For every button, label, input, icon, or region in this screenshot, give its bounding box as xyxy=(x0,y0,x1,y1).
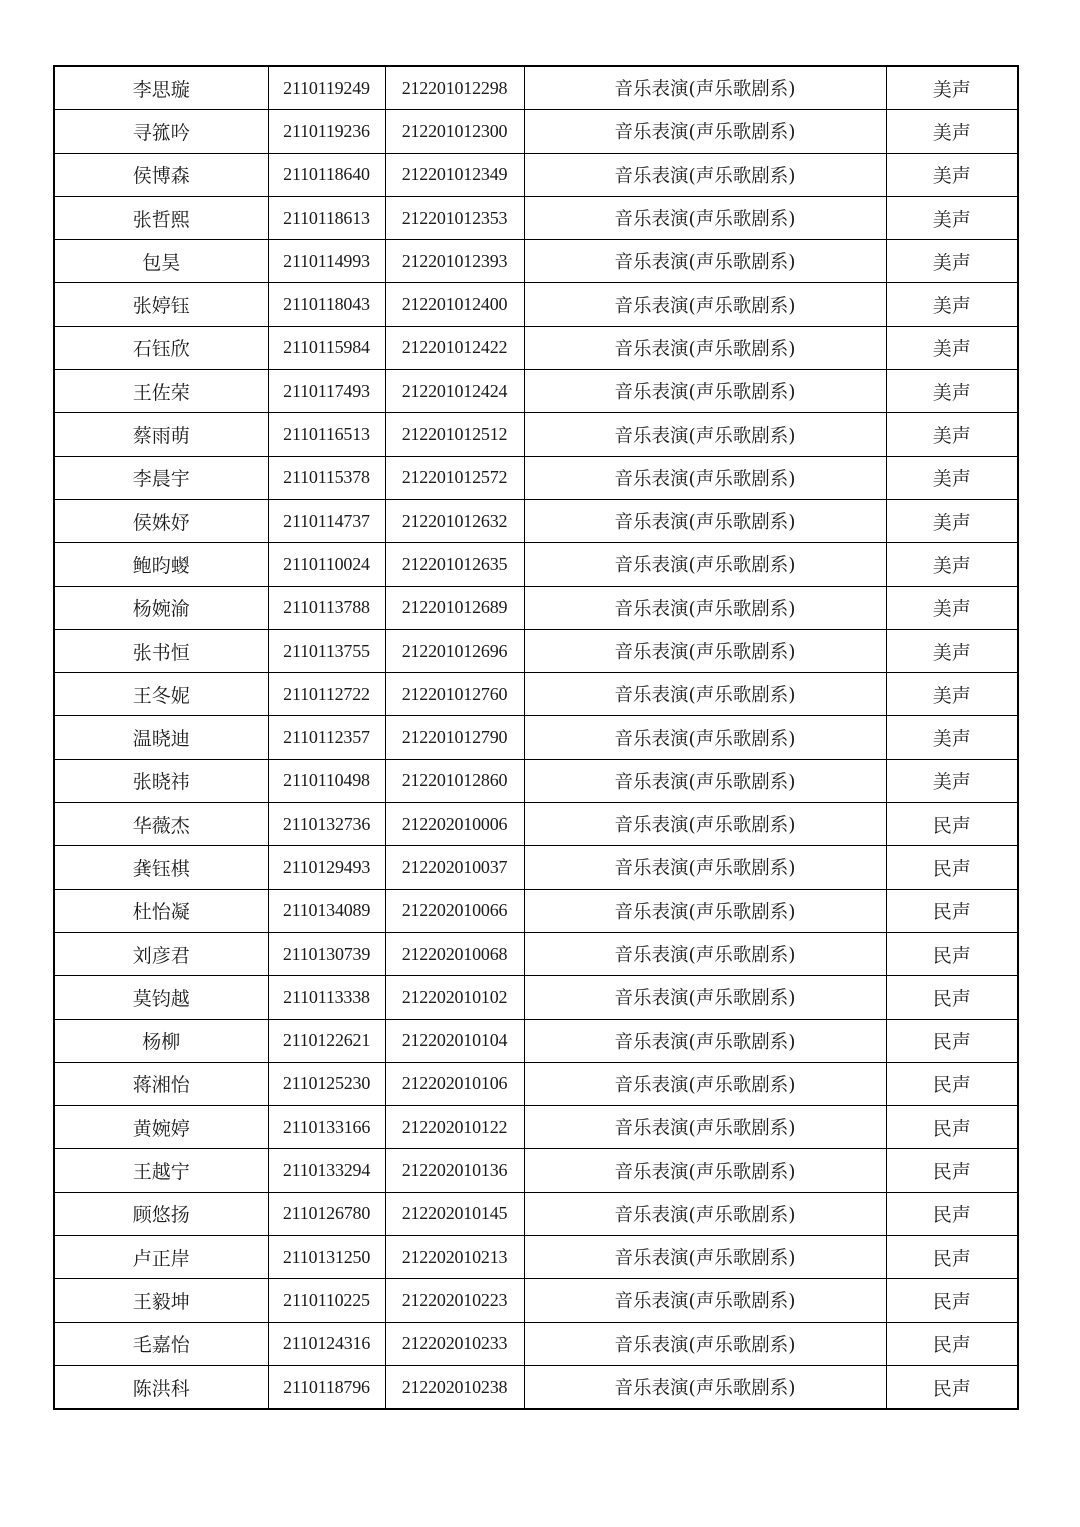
candidate-number-cell: 212202010068 xyxy=(385,932,524,975)
table-row xyxy=(54,1322,1018,1365)
candidate-number-cell: 212202010106 xyxy=(385,1062,524,1105)
exam-number-cell: 2110112722 xyxy=(268,673,385,716)
exam-number-cell: 2110115984 xyxy=(268,326,385,369)
student-name-cell: 包昊 xyxy=(54,240,268,283)
student-name-cell: 温晓迪 xyxy=(54,716,268,759)
major-cell: 音乐表演(声乐歌剧系) xyxy=(524,413,886,456)
table-row xyxy=(54,673,1018,716)
major-cell: 音乐表演(声乐歌剧系) xyxy=(524,283,886,326)
student-name-cell: 王毅坤 xyxy=(54,1279,268,1322)
major-cell: 音乐表演(声乐歌剧系) xyxy=(524,759,886,802)
track-cell: 民声 xyxy=(886,1019,1018,1062)
candidate-number-cell: 212201012696 xyxy=(385,629,524,672)
major-cell: 音乐表演(声乐歌剧系) xyxy=(524,543,886,586)
track-cell: 美声 xyxy=(886,586,1018,629)
student-name-cell: 龚钰棋 xyxy=(54,846,268,889)
student-name-cell: 卢正岸 xyxy=(54,1236,268,1279)
table-row xyxy=(54,153,1018,196)
track-cell: 民声 xyxy=(886,846,1018,889)
candidate-number-cell: 212202010037 xyxy=(385,846,524,889)
major-cell: 音乐表演(声乐歌剧系) xyxy=(524,1365,886,1409)
candidate-number-cell: 212201012860 xyxy=(385,759,524,802)
candidate-number-cell: 212201012689 xyxy=(385,586,524,629)
exam-number-cell: 2110119249 xyxy=(268,66,385,110)
exam-number-cell: 2110113338 xyxy=(268,976,385,1019)
student-name-cell: 黄婉婷 xyxy=(54,1106,268,1149)
student-name-cell: 李晨宇 xyxy=(54,456,268,499)
table-row xyxy=(54,1192,1018,1235)
track-cell: 美声 xyxy=(886,759,1018,802)
candidate-number-cell: 212201012353 xyxy=(385,196,524,239)
candidate-number-cell: 212202010104 xyxy=(385,1019,524,1062)
major-cell: 音乐表演(声乐歌剧系) xyxy=(524,370,886,413)
table-row xyxy=(54,889,1018,932)
candidate-number-cell: 212202010006 xyxy=(385,803,524,846)
candidate-number-cell: 212201012635 xyxy=(385,543,524,586)
student-name-cell: 侯博森 xyxy=(54,153,268,196)
exam-number-cell: 2110112357 xyxy=(268,716,385,759)
major-cell: 音乐表演(声乐歌剧系) xyxy=(524,932,886,975)
exam-number-cell: 2110118613 xyxy=(268,196,385,239)
exam-number-cell: 2110133166 xyxy=(268,1106,385,1149)
candidate-number-cell: 212202010122 xyxy=(385,1106,524,1149)
exam-number-cell: 2110132736 xyxy=(268,803,385,846)
track-cell: 民声 xyxy=(886,1322,1018,1365)
candidate-number-cell: 212201012349 xyxy=(385,153,524,196)
track-cell: 美声 xyxy=(886,413,1018,456)
student-name-cell: 石钰欣 xyxy=(54,326,268,369)
major-cell: 音乐表演(声乐歌剧系) xyxy=(524,240,886,283)
student-name-cell: 寻箛吟 xyxy=(54,110,268,153)
table-row xyxy=(54,976,1018,1019)
student-name-cell: 张书恒 xyxy=(54,629,268,672)
major-cell: 音乐表演(声乐歌剧系) xyxy=(524,803,886,846)
table-row xyxy=(54,1062,1018,1105)
candidate-number-cell: 212201012572 xyxy=(385,456,524,499)
student-name-cell: 莫钧越 xyxy=(54,976,268,1019)
table-row xyxy=(54,240,1018,283)
exam-number-cell: 2110115378 xyxy=(268,456,385,499)
table-row xyxy=(54,456,1018,499)
candidate-number-cell: 212201012393 xyxy=(385,240,524,283)
major-cell: 音乐表演(声乐歌剧系) xyxy=(524,456,886,499)
candidate-number-cell: 212202010136 xyxy=(385,1149,524,1192)
major-cell: 音乐表演(声乐歌剧系) xyxy=(524,1279,886,1322)
track-cell: 美声 xyxy=(886,283,1018,326)
table-row xyxy=(54,803,1018,846)
exam-number-cell: 2110130739 xyxy=(268,932,385,975)
exam-number-cell: 2110126780 xyxy=(268,1192,385,1235)
table-body xyxy=(54,66,1018,1409)
exam-number-cell: 2110118640 xyxy=(268,153,385,196)
major-cell: 音乐表演(声乐歌剧系) xyxy=(524,629,886,672)
student-name-cell: 鲍昀蝬 xyxy=(54,543,268,586)
student-name-cell: 蒋湘怡 xyxy=(54,1062,268,1105)
exam-number-cell: 2110124316 xyxy=(268,1322,385,1365)
table-row xyxy=(54,932,1018,975)
track-cell: 民声 xyxy=(886,1365,1018,1409)
student-name-cell: 王冬妮 xyxy=(54,673,268,716)
candidate-number-cell: 212202010102 xyxy=(385,976,524,1019)
track-cell: 民声 xyxy=(886,1236,1018,1279)
table-row xyxy=(54,196,1018,239)
major-cell: 音乐表演(声乐歌剧系) xyxy=(524,1149,886,1192)
major-cell: 音乐表演(声乐歌剧系) xyxy=(524,110,886,153)
candidate-number-cell: 212201012300 xyxy=(385,110,524,153)
candidate-number-cell: 212202010233 xyxy=(385,1322,524,1365)
exam-number-cell: 2110114737 xyxy=(268,499,385,542)
table-row xyxy=(54,1279,1018,1322)
exam-number-cell: 2110113788 xyxy=(268,586,385,629)
student-name-cell: 刘彦君 xyxy=(54,932,268,975)
exam-number-cell: 2110122621 xyxy=(268,1019,385,1062)
student-name-cell: 侯姝妤 xyxy=(54,499,268,542)
table-row xyxy=(54,759,1018,802)
track-cell: 民声 xyxy=(886,976,1018,1019)
table-row xyxy=(54,1019,1018,1062)
track-cell: 美声 xyxy=(886,110,1018,153)
track-cell: 美声 xyxy=(886,153,1018,196)
track-cell: 美声 xyxy=(886,673,1018,716)
track-cell: 民声 xyxy=(886,1106,1018,1149)
track-cell: 民声 xyxy=(886,1062,1018,1105)
exam-number-cell: 2110110498 xyxy=(268,759,385,802)
table-row xyxy=(54,846,1018,889)
major-cell: 音乐表演(声乐歌剧系) xyxy=(524,1322,886,1365)
table-row xyxy=(54,1149,1018,1192)
candidate-number-cell: 212201012790 xyxy=(385,716,524,759)
table-row xyxy=(54,1365,1018,1409)
major-cell: 音乐表演(声乐歌剧系) xyxy=(524,1192,886,1235)
track-cell: 民声 xyxy=(886,803,1018,846)
candidate-number-cell: 212202010213 xyxy=(385,1236,524,1279)
exam-number-cell: 2110118043 xyxy=(268,283,385,326)
candidate-number-cell: 212201012632 xyxy=(385,499,524,542)
candidate-number-cell: 212201012424 xyxy=(385,370,524,413)
track-cell: 美声 xyxy=(886,629,1018,672)
table-row xyxy=(54,1106,1018,1149)
exam-number-cell: 2110131250 xyxy=(268,1236,385,1279)
exam-number-cell: 2110117493 xyxy=(268,370,385,413)
major-cell: 音乐表演(声乐歌剧系) xyxy=(524,66,886,110)
exam-number-cell: 2110134089 xyxy=(268,889,385,932)
exam-number-cell: 2110118796 xyxy=(268,1365,385,1409)
major-cell: 音乐表演(声乐歌剧系) xyxy=(524,889,886,932)
major-cell: 音乐表演(声乐歌剧系) xyxy=(524,673,886,716)
major-cell: 音乐表演(声乐歌剧系) xyxy=(524,1019,886,1062)
student-name-cell: 顾悠扬 xyxy=(54,1192,268,1235)
student-name-cell: 杜怡凝 xyxy=(54,889,268,932)
track-cell: 美声 xyxy=(886,240,1018,283)
student-name-cell: 李思璇 xyxy=(54,66,268,110)
student-name-cell: 王越宁 xyxy=(54,1149,268,1192)
exam-number-cell: 2110114993 xyxy=(268,240,385,283)
table-row xyxy=(54,1236,1018,1279)
exam-number-cell: 2110119236 xyxy=(268,110,385,153)
student-name-cell: 杨柳 xyxy=(54,1019,268,1062)
major-cell: 音乐表演(声乐歌剧系) xyxy=(524,586,886,629)
exam-number-cell: 2110125230 xyxy=(268,1062,385,1105)
student-name-cell: 王佐荣 xyxy=(54,370,268,413)
table-row xyxy=(54,370,1018,413)
major-cell: 音乐表演(声乐歌剧系) xyxy=(524,1062,886,1105)
student-name-cell: 毛嘉怡 xyxy=(54,1322,268,1365)
candidate-number-cell: 212201012298 xyxy=(385,66,524,110)
major-cell: 音乐表演(声乐歌剧系) xyxy=(524,196,886,239)
exam-number-cell: 2110110225 xyxy=(268,1279,385,1322)
candidate-number-cell: 212202010238 xyxy=(385,1365,524,1409)
admission-list-table xyxy=(53,65,1019,1410)
track-cell: 美声 xyxy=(886,456,1018,499)
student-name-cell: 蔡雨萌 xyxy=(54,413,268,456)
track-cell: 美声 xyxy=(886,370,1018,413)
exam-number-cell: 2110113755 xyxy=(268,629,385,672)
track-cell: 民声 xyxy=(886,932,1018,975)
student-name-cell: 张婷钰 xyxy=(54,283,268,326)
track-cell: 民声 xyxy=(886,1149,1018,1192)
candidate-number-cell: 212201012400 xyxy=(385,283,524,326)
exam-number-cell: 2110133294 xyxy=(268,1149,385,1192)
track-cell: 民声 xyxy=(886,1192,1018,1235)
major-cell: 音乐表演(声乐歌剧系) xyxy=(524,153,886,196)
candidate-number-cell: 212201012512 xyxy=(385,413,524,456)
major-cell: 音乐表演(声乐歌剧系) xyxy=(524,846,886,889)
table-row xyxy=(54,110,1018,153)
student-name-cell: 杨婉渝 xyxy=(54,586,268,629)
track-cell: 美声 xyxy=(886,716,1018,759)
track-cell: 美声 xyxy=(886,326,1018,369)
major-cell: 音乐表演(声乐歌剧系) xyxy=(524,499,886,542)
candidate-number-cell: 212201012760 xyxy=(385,673,524,716)
exam-number-cell: 2110110024 xyxy=(268,543,385,586)
major-cell: 音乐表演(声乐歌剧系) xyxy=(524,1106,886,1149)
candidate-number-cell: 212202010066 xyxy=(385,889,524,932)
major-cell: 音乐表演(声乐歌剧系) xyxy=(524,716,886,759)
table-row xyxy=(54,283,1018,326)
track-cell: 美声 xyxy=(886,543,1018,586)
table-row xyxy=(54,629,1018,672)
student-name-cell: 张哲熙 xyxy=(54,196,268,239)
table-row xyxy=(54,716,1018,759)
exam-number-cell: 2110116513 xyxy=(268,413,385,456)
track-cell: 美声 xyxy=(886,66,1018,110)
student-name-cell: 陈洪科 xyxy=(54,1365,268,1409)
candidate-number-cell: 212201012422 xyxy=(385,326,524,369)
table-row xyxy=(54,413,1018,456)
table-row xyxy=(54,499,1018,542)
track-cell: 民声 xyxy=(886,889,1018,932)
table-row xyxy=(54,326,1018,369)
student-name-cell: 华薇杰 xyxy=(54,803,268,846)
major-cell: 音乐表演(声乐歌剧系) xyxy=(524,326,886,369)
candidate-number-cell: 212202010223 xyxy=(385,1279,524,1322)
table-row xyxy=(54,543,1018,586)
track-cell: 美声 xyxy=(886,196,1018,239)
table-row xyxy=(54,66,1018,110)
track-cell: 美声 xyxy=(886,499,1018,542)
exam-number-cell: 2110129493 xyxy=(268,846,385,889)
student-name-cell: 张晓祎 xyxy=(54,759,268,802)
table-row xyxy=(54,586,1018,629)
major-cell: 音乐表演(声乐歌剧系) xyxy=(524,1236,886,1279)
candidate-number-cell: 212202010145 xyxy=(385,1192,524,1235)
major-cell: 音乐表演(声乐歌剧系) xyxy=(524,976,886,1019)
track-cell: 民声 xyxy=(886,1279,1018,1322)
